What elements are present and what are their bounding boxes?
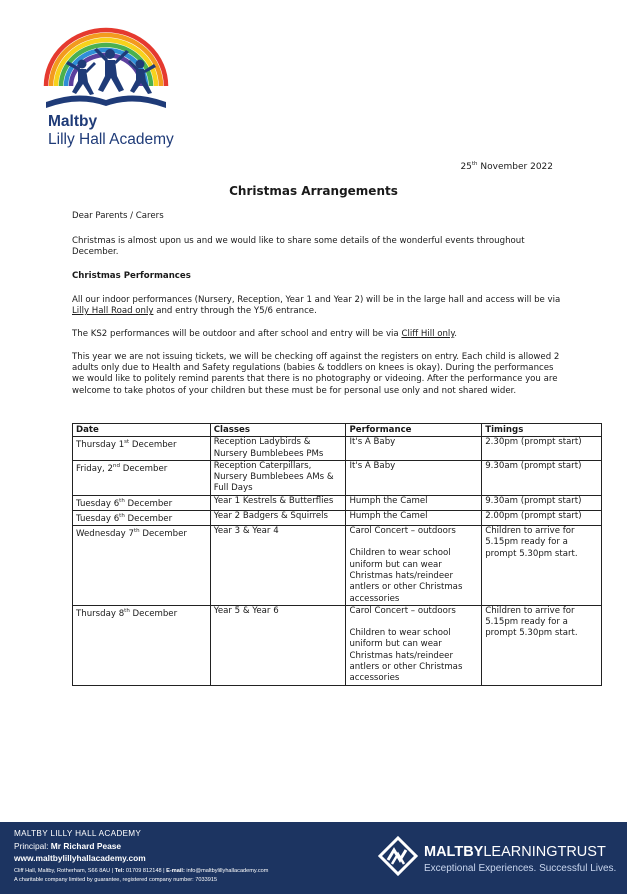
header-timings: Timings <box>482 424 602 437</box>
cell-performance: It's A Baby <box>346 460 482 495</box>
header-classes: Classes <box>210 424 346 437</box>
cell-performance: It's A Baby <box>346 437 482 461</box>
trust-tagline: Exceptional Experiences. Successful Lives. <box>424 863 617 874</box>
cell-performance <box>346 526 482 606</box>
header-performance: Performance <box>346 424 482 437</box>
cell-classes: Reception Ladybirds & Nursery Bumblebees PMs <box>210 437 346 461</box>
school-name <box>48 113 174 149</box>
indoor-paragraph <box>72 295 562 317</box>
trust-name-bold: MALTBY <box>424 844 484 860</box>
cell-performance <box>346 605 482 685</box>
cell-date: Tuesday 6th December <box>73 510 211 525</box>
trust-name-rest: LEARNINGTRUST <box>483 844 606 860</box>
tel-label: Tel: <box>114 868 125 874</box>
trust-diamond-logo-icon <box>378 836 418 876</box>
ks2-paragraph <box>72 329 562 340</box>
table-row <box>73 495 602 510</box>
indoor-road-link: Lilly Hall Road only <box>72 306 154 317</box>
intro-paragraph: Christmas is almost upon us and we would like to share some details of the wonderful events throughout December. <box>72 236 525 258</box>
ks2-text-after: . <box>454 329 457 339</box>
cell-timings: 9.30am (prompt start) <box>482 495 602 510</box>
cell-timings: 2.00pm (prompt start) <box>482 510 602 525</box>
trust-name <box>424 844 606 860</box>
cell-timings: 2.30pm (prompt start) <box>482 437 602 461</box>
table-row <box>73 510 602 525</box>
email-address: info@maltbylillyhallacademy.com <box>184 868 269 874</box>
page-title: Christmas Arrangements <box>229 184 398 198</box>
cell-performance: Humph the Camel <box>346 495 482 510</box>
cell-date: Thursday 8th December <box>73 605 211 685</box>
indoor-text-before: All our indoor performances (Nursery, Reception, Year 1 and Year 2) will be in the large hall and access will be via <box>72 295 561 305</box>
table-row <box>73 460 602 495</box>
cell-timings: 9.30am (prompt start) <box>482 460 602 495</box>
table-row <box>73 526 602 606</box>
ks2-text-before: The KS2 performances will be outdoor and after school and entry will be via <box>72 329 402 339</box>
cell-classes: Year 2 Badgers & Squirrels <box>210 510 346 525</box>
table-row <box>73 437 602 461</box>
footer-address: Cliff Hall, Maltby, Rotherham, S66 8AU <box>14 868 111 874</box>
cell-performance: Humph the Camel <box>346 510 482 525</box>
cell-classes: Year 3 & Year 4 <box>210 526 346 606</box>
footer-principal <box>14 841 121 851</box>
cell-classes: Year 5 & Year 6 <box>210 605 346 685</box>
school-logo <box>38 24 198 154</box>
cell-date: Tuesday 6th December <box>73 495 211 510</box>
performance-title: Carol Concert – outdoors <box>349 605 456 616</box>
principal-name: Mr Richard Pease <box>50 841 122 851</box>
principal-label: Principal: <box>14 841 51 851</box>
performance-schedule-table <box>72 423 602 686</box>
performance-note: Children to wear school uniform but can wear Christmas hats/reindeer antlers or other Christmas accessories <box>349 548 463 604</box>
date-suffix: th <box>471 161 478 167</box>
date-day: 25 <box>460 162 472 172</box>
cell-date: Wednesday 7th December <box>73 526 211 606</box>
cell-date: Thursday 1st December <box>73 437 211 461</box>
cell-classes: Reception Caterpillars, Nursery Bumblebees AMs & Full Days <box>210 460 346 495</box>
footer-contact-line: Cliff Hall, Maltby, Rotherham, S66 8AU | Tel: 01709 812148 | E-mail: info@maltbylillyhallacademy.com <box>14 868 269 874</box>
ks2-road-link: Cliff Hill only <box>401 329 455 339</box>
cell-classes: Year 1 Kestrels & Butterflies <box>210 495 346 510</box>
letter-date <box>460 161 553 172</box>
school-name-line1: Maltby <box>48 113 98 130</box>
email-label: E-mail: <box>166 868 185 874</box>
cell-timings: Children to arrive for 5.15pm ready for a prompt 5.30pm start. <box>482 605 602 685</box>
table-header-row <box>73 424 602 437</box>
school-name-line2: Lilly Hall Academy <box>48 131 174 148</box>
cell-timings: Children to arrive for 5.15pm ready for a prompt 5.30pm start. <box>482 526 602 606</box>
cell-date: Friday, 2nd December <box>73 460 211 495</box>
tel-number: 01709 812148 <box>124 868 162 874</box>
header-date: Date <box>73 424 211 437</box>
performance-note: Children to wear school uniform but can wear Christmas hats/reindeer antlers or other Christmas accessories <box>349 628 463 684</box>
indoor-text-after: and entry through the Y5/6 entrance. <box>153 306 317 317</box>
footer-bar <box>0 822 627 894</box>
section-heading: Christmas Performances <box>72 271 191 281</box>
footer-website[interactable]: www.maltbylillyhallacademy.com <box>14 853 146 863</box>
footer-school-name: MALTBY LILLY HALL ACADEMY <box>14 829 142 838</box>
tickets-paragraph: This year we are not issuing tickets, we will be checking off against the registers on entry. Each child is allowed 2 adults only due to Health and Safety regulations (babies & toddlers on knees is okay). During the performances we would like to politely remind parents that there is no photography or videoing. After the performance you are welcome to take photos of your children but these must be for personal use only and not shared wider. <box>72 352 560 396</box>
table-row <box>73 605 602 685</box>
date-rest: November 2022 <box>477 162 553 172</box>
footer-charity-note: A charitable company limited by guarantee, registered company number: 7033915 <box>14 877 218 883</box>
performance-title: Carol Concert – outdoors <box>349 526 456 537</box>
rainbow-children-icon <box>38 24 198 114</box>
salutation: Dear Parents / Carers <box>72 211 164 221</box>
